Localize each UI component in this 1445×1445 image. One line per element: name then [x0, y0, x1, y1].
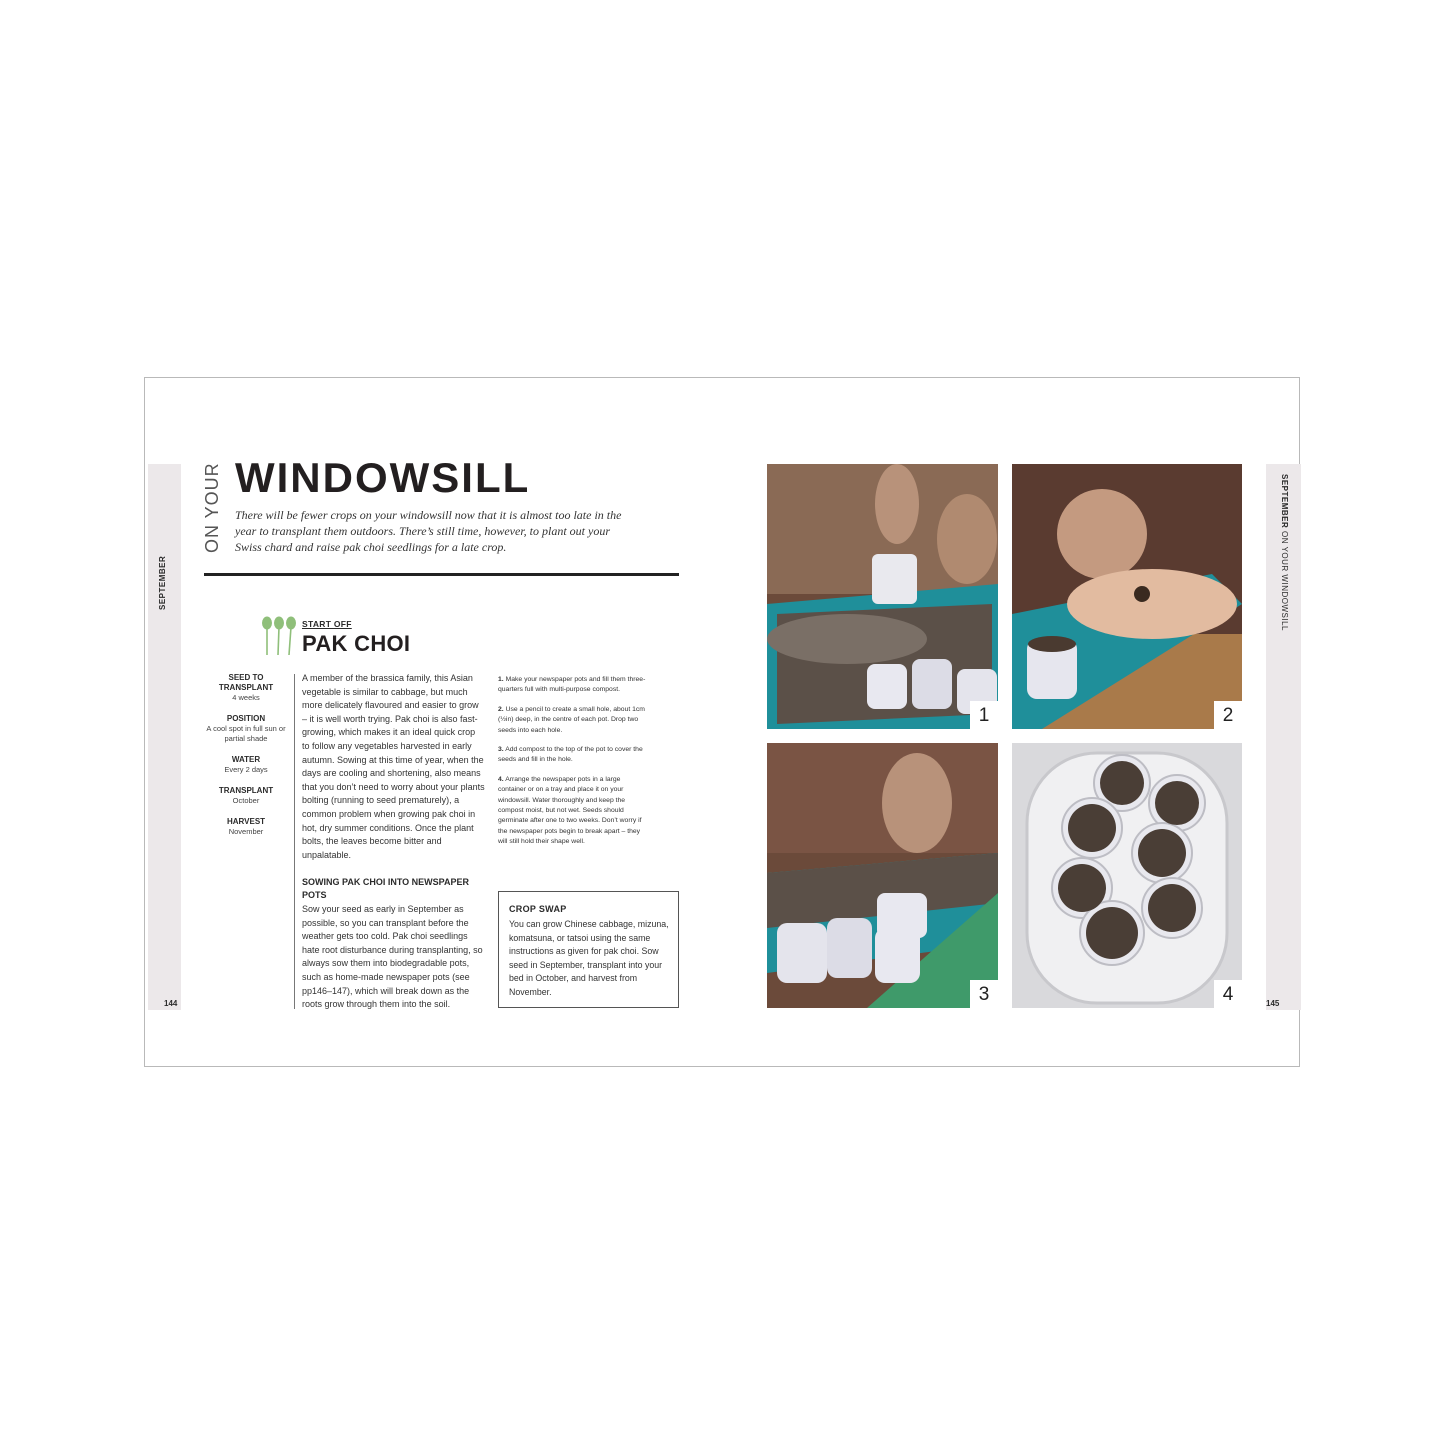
fact-sidebar — [203, 673, 289, 848]
fact-item — [203, 786, 289, 806]
photo-number: 1 — [970, 701, 998, 729]
title-prefix: ON YOUR — [202, 462, 222, 553]
step-item — [498, 705, 648, 736]
crop-swap-text: You can grow Chinese cabbage, mizuna, komatsuna, or tatsoi using the same instructions as given for pak choi. Sow seed in September, transplant into your bed in October, and harvest from November. — [509, 919, 669, 997]
step-number: 1. — [498, 676, 504, 683]
step-text: Use a pencil to create a small hole, about 1cm (½in) deep, in the centre of each pot. Drop two seeds into each hole. — [498, 705, 645, 734]
fact-value: A cool spot in full sun or partial shade — [206, 724, 286, 743]
fact-item — [203, 714, 289, 744]
step-number: 3. — [498, 746, 504, 754]
fact-value: October — [232, 796, 260, 805]
photo-number: 3 — [970, 980, 998, 1008]
title-rule — [204, 573, 679, 576]
right-tab-label-bold: SEPTEMBER — [1280, 474, 1289, 529]
step-item — [498, 675, 648, 696]
fact-value: November — [228, 827, 264, 836]
page-title: WINDOWSILL — [235, 454, 531, 501]
body-paragraph-sowing: Sow your seed as early in September as possible, so you can transplant before the weather gets too cold. Pak choi seedlings hate root disturbance during transplanting, so always sow them into biodegradable pots, such as home-made newspaper pots (see pp146–147), which will break down as the roots grow through them into the soil. — [302, 904, 483, 1010]
fact-item — [203, 817, 289, 837]
right-tab-label-rest: ON YOUR WINDOWSILL — [1280, 528, 1289, 631]
fact-label: POSITION — [226, 714, 266, 723]
body-paragraph-intro: A member of the brassica family, this Asian vegetable is similar to cabbage, but much more delicately flavoured and easier to grow – it is well worth trying. Pak choi is also fast-growing, which makes it an ideal quick crop to follow any vegetables harvested in early autumn. Sowing at this time of year, when the days are cooling and shortening, also means that you don’t need to worry about your plants bolting (running to seed prematurely), a common problem when growing pak choi in hot, dry summer conditions. Once the plant bolts, the leaves become bitter and unpalatable. — [302, 673, 485, 860]
photo-step-2 — [1012, 464, 1242, 729]
photo-number: 4 — [1214, 980, 1242, 1008]
step-item — [498, 745, 648, 766]
photo-step-1 — [767, 464, 998, 729]
fact-item — [203, 673, 289, 703]
step-number: 4. — [498, 775, 504, 783]
photo-step-4 — [1012, 743, 1242, 1008]
step-text: Make your newspaper pots and fill them three-quarters full with multi-purpose compost. — [498, 676, 646, 694]
photo-3-image — [767, 743, 998, 1008]
section-title: PAK CHOI — [302, 631, 411, 656]
steps-list — [498, 675, 648, 857]
step-number: 2. — [498, 705, 504, 713]
fact-label: SEED TO TRANSPLANT — [218, 673, 274, 692]
photo-4-image — [1012, 743, 1242, 1008]
fact-value: Every 2 days — [224, 765, 268, 774]
photo-1-image — [767, 464, 998, 729]
left-section-tab — [148, 464, 181, 1010]
right-section-tab — [1266, 464, 1301, 1010]
fact-label: TRANSPLANT — [218, 786, 274, 795]
crop-swap-box — [498, 891, 679, 1008]
left-page-number: 144 — [164, 999, 178, 1008]
intro-text: There will be fewer crops on your windowsill now that it is almost too late in the year to transplant them outdoors. There’s still time, however, to plant out your Swiss chard and raise pak choi seedlings for a late crop. — [235, 508, 622, 554]
book-spread — [144, 377, 1300, 1067]
left-tab-label: SEPTEMBER — [158, 555, 167, 610]
fact-label: HARVEST — [226, 817, 266, 826]
right-tab-label — [1280, 474, 1289, 631]
right-page-number: 145 — [1266, 999, 1280, 1008]
photo-number: 2 — [1214, 701, 1242, 729]
fact-item — [203, 755, 289, 775]
fact-value: 4 weeks — [232, 693, 260, 702]
subheading-sowing: SOWING PAK CHOI INTO NEWSPAPER POTS — [302, 877, 470, 900]
photo-2-image — [1012, 464, 1242, 729]
crop-swap-heading: CROP SWAP — [509, 904, 567, 914]
fact-label: WATER — [231, 755, 261, 764]
step-item — [498, 775, 648, 848]
section-kicker: START OFF — [302, 619, 352, 629]
sprouts-icon — [261, 616, 297, 656]
step-text: Add compost to the top of the pot to cover the seeds and fill in the hole. — [498, 746, 643, 764]
column-divider — [294, 674, 295, 1009]
photo-step-3 — [767, 743, 998, 1008]
step-text: Arrange the newspaper pots in a large container or on a tray and place it on your windowsill. Water thoroughly and keep the compost moist, but not wet. Seeds should germinate after one to two weeks. Don’t worry if the newspaper pots begin to break apart – they will still hold their shape well. — [498, 775, 642, 846]
